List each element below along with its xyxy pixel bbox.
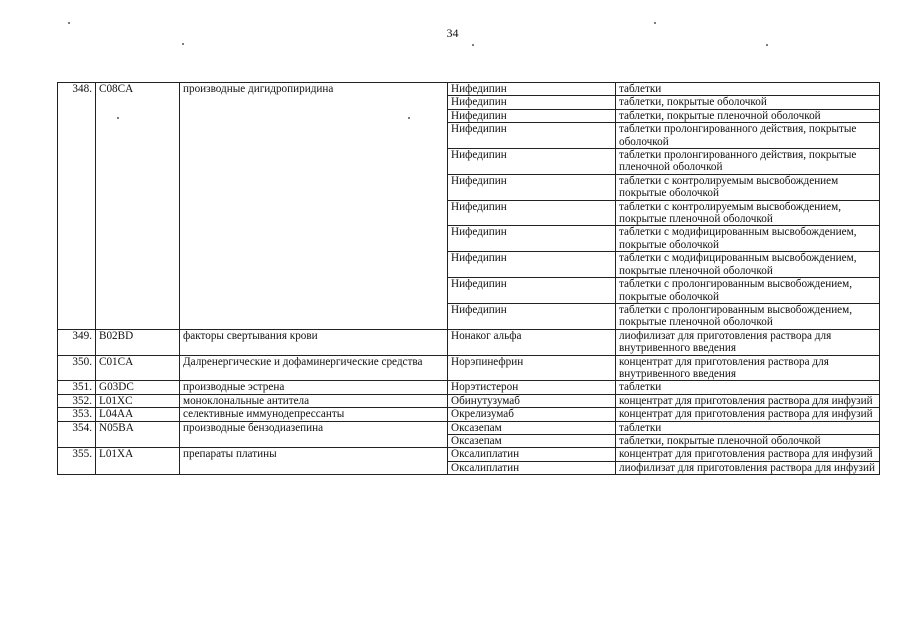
dosage-form: концентрат для приготовления раствора для инфузий bbox=[616, 408, 880, 421]
drug-name: Нифедипин bbox=[448, 83, 616, 96]
drug-name: Нифедипин bbox=[448, 303, 616, 329]
page-number: 34 bbox=[446, 26, 459, 40]
dosage-form: таблетки с пролонгированным высвобождением, покрытые оболочкой bbox=[616, 278, 880, 304]
entry-number: 348. bbox=[58, 83, 96, 330]
entry-number: 349. bbox=[58, 329, 96, 355]
dosage-form: таблетки с контролируемым высвобождением покрытые оболочкой bbox=[616, 174, 880, 200]
atc-code: B02BD bbox=[96, 329, 180, 355]
drug-name: Норэпинефрин bbox=[448, 355, 616, 381]
drug-name: Нифедипин bbox=[448, 278, 616, 304]
dosage-form: лиофилизат для приготовления раствора для внутривенного введения bbox=[616, 329, 880, 355]
drug-name: Нифедипин bbox=[448, 123, 616, 149]
dosage-form: таблетки пролонгированного действия, покрытые пленочной оболочкой bbox=[616, 149, 880, 175]
entry-number: 353. bbox=[58, 408, 96, 421]
dosage-form: таблетки, покрытые оболочкой bbox=[616, 96, 880, 109]
drug-name: Нифедипин bbox=[448, 149, 616, 175]
table-row bbox=[58, 381, 880, 394]
entry-number: 355. bbox=[58, 448, 96, 475]
drug-name: Нонаког альфа bbox=[448, 329, 616, 355]
drug-name: Окрелизумаб bbox=[448, 408, 616, 421]
atc-code: L01XA bbox=[96, 448, 180, 475]
entry-number: 352. bbox=[58, 394, 96, 407]
scan-speck bbox=[654, 22, 656, 24]
dosage-form: концентрат для приготовления раствора для инфузий bbox=[616, 448, 880, 461]
drug-name: Нифедипин bbox=[448, 252, 616, 278]
table-row bbox=[58, 83, 880, 96]
scan-speck bbox=[182, 43, 184, 45]
table-row bbox=[58, 421, 880, 434]
dosage-form: таблетки с контролируемым высвобождением, покрытые пленочной оболочкой bbox=[616, 200, 880, 226]
dosage-form: таблетки bbox=[616, 83, 880, 96]
drug-name: Норэтистерон bbox=[448, 381, 616, 394]
table-row bbox=[58, 329, 880, 355]
dosage-form: таблетки с модифицированным высвобождением, покрытые оболочкой bbox=[616, 226, 880, 252]
scan-speck bbox=[68, 22, 70, 24]
drug-name: Нифедипин bbox=[448, 200, 616, 226]
dosage-form: концентрат для приготовления раствора для инфузий bbox=[616, 394, 880, 407]
atc-code: G03DC bbox=[96, 381, 180, 394]
scan-speck bbox=[472, 44, 474, 46]
pharmacological-group: моноклональные антитела bbox=[180, 394, 448, 407]
table-row bbox=[58, 448, 880, 461]
dosage-form: таблетки bbox=[616, 381, 880, 394]
table-row bbox=[58, 394, 880, 407]
pharmacological-group: Далренергические и дофаминергические средства bbox=[180, 355, 448, 381]
pharmacological-group: производные эстрена bbox=[180, 381, 448, 394]
dosage-form: концентрат для приготовления раствора для внутривенного введения bbox=[616, 355, 880, 381]
drug-name: Нифедипин bbox=[448, 109, 616, 122]
entry-number: 354. bbox=[58, 421, 96, 448]
dosage-form: таблетки, покрытые пленочной оболочкой bbox=[616, 434, 880, 447]
pharmacological-group: производные дигидропиридина bbox=[180, 83, 448, 330]
drug-name: Обинутузумаб bbox=[448, 394, 616, 407]
drug-name: Оксазепам bbox=[448, 434, 616, 447]
pharmacological-group: препараты платины bbox=[180, 448, 448, 475]
drug-name: Нифедипин bbox=[448, 96, 616, 109]
dosage-form: таблетки пролонгированного действия, покрытые оболочкой bbox=[616, 123, 880, 149]
drug-registry-table bbox=[57, 82, 880, 475]
entry-number: 350. bbox=[58, 355, 96, 381]
scan-speck bbox=[766, 44, 768, 46]
drug-name: Оксалиплатин bbox=[448, 461, 616, 474]
atc-code: C08CA bbox=[96, 83, 180, 330]
dosage-form: таблетки с модифицированным высвобождением, покрытые пленочной оболочкой bbox=[616, 252, 880, 278]
drug-name: Оксазепам bbox=[448, 421, 616, 434]
atc-code: L04AA bbox=[96, 408, 180, 421]
table-row bbox=[58, 408, 880, 421]
drug-name: Нифедипин bbox=[448, 226, 616, 252]
table-row bbox=[58, 355, 880, 381]
atc-code: N05BA bbox=[96, 421, 180, 448]
dosage-form: лиофилизат для приготовления раствора для инфузий bbox=[616, 461, 880, 474]
dosage-form: таблетки с пролонгированным высвобождением, покрытые пленочной оболочкой bbox=[616, 303, 880, 329]
atc-code: C01CA bbox=[96, 355, 180, 381]
dosage-form: таблетки, покрытые пленочной оболочкой bbox=[616, 109, 880, 122]
atc-code: L01XC bbox=[96, 394, 180, 407]
pharmacological-group: производные бензодиазепина bbox=[180, 421, 448, 448]
pharmacological-group: селективные иммунодепрессанты bbox=[180, 408, 448, 421]
dosage-form: таблетки bbox=[616, 421, 880, 434]
drug-name: Нифедипин bbox=[448, 174, 616, 200]
drug-name: Оксалиплатин bbox=[448, 448, 616, 461]
pharmacological-group: факторы свертывания крови bbox=[180, 329, 448, 355]
drug-registry-body bbox=[58, 83, 880, 475]
entry-number: 351. bbox=[58, 381, 96, 394]
